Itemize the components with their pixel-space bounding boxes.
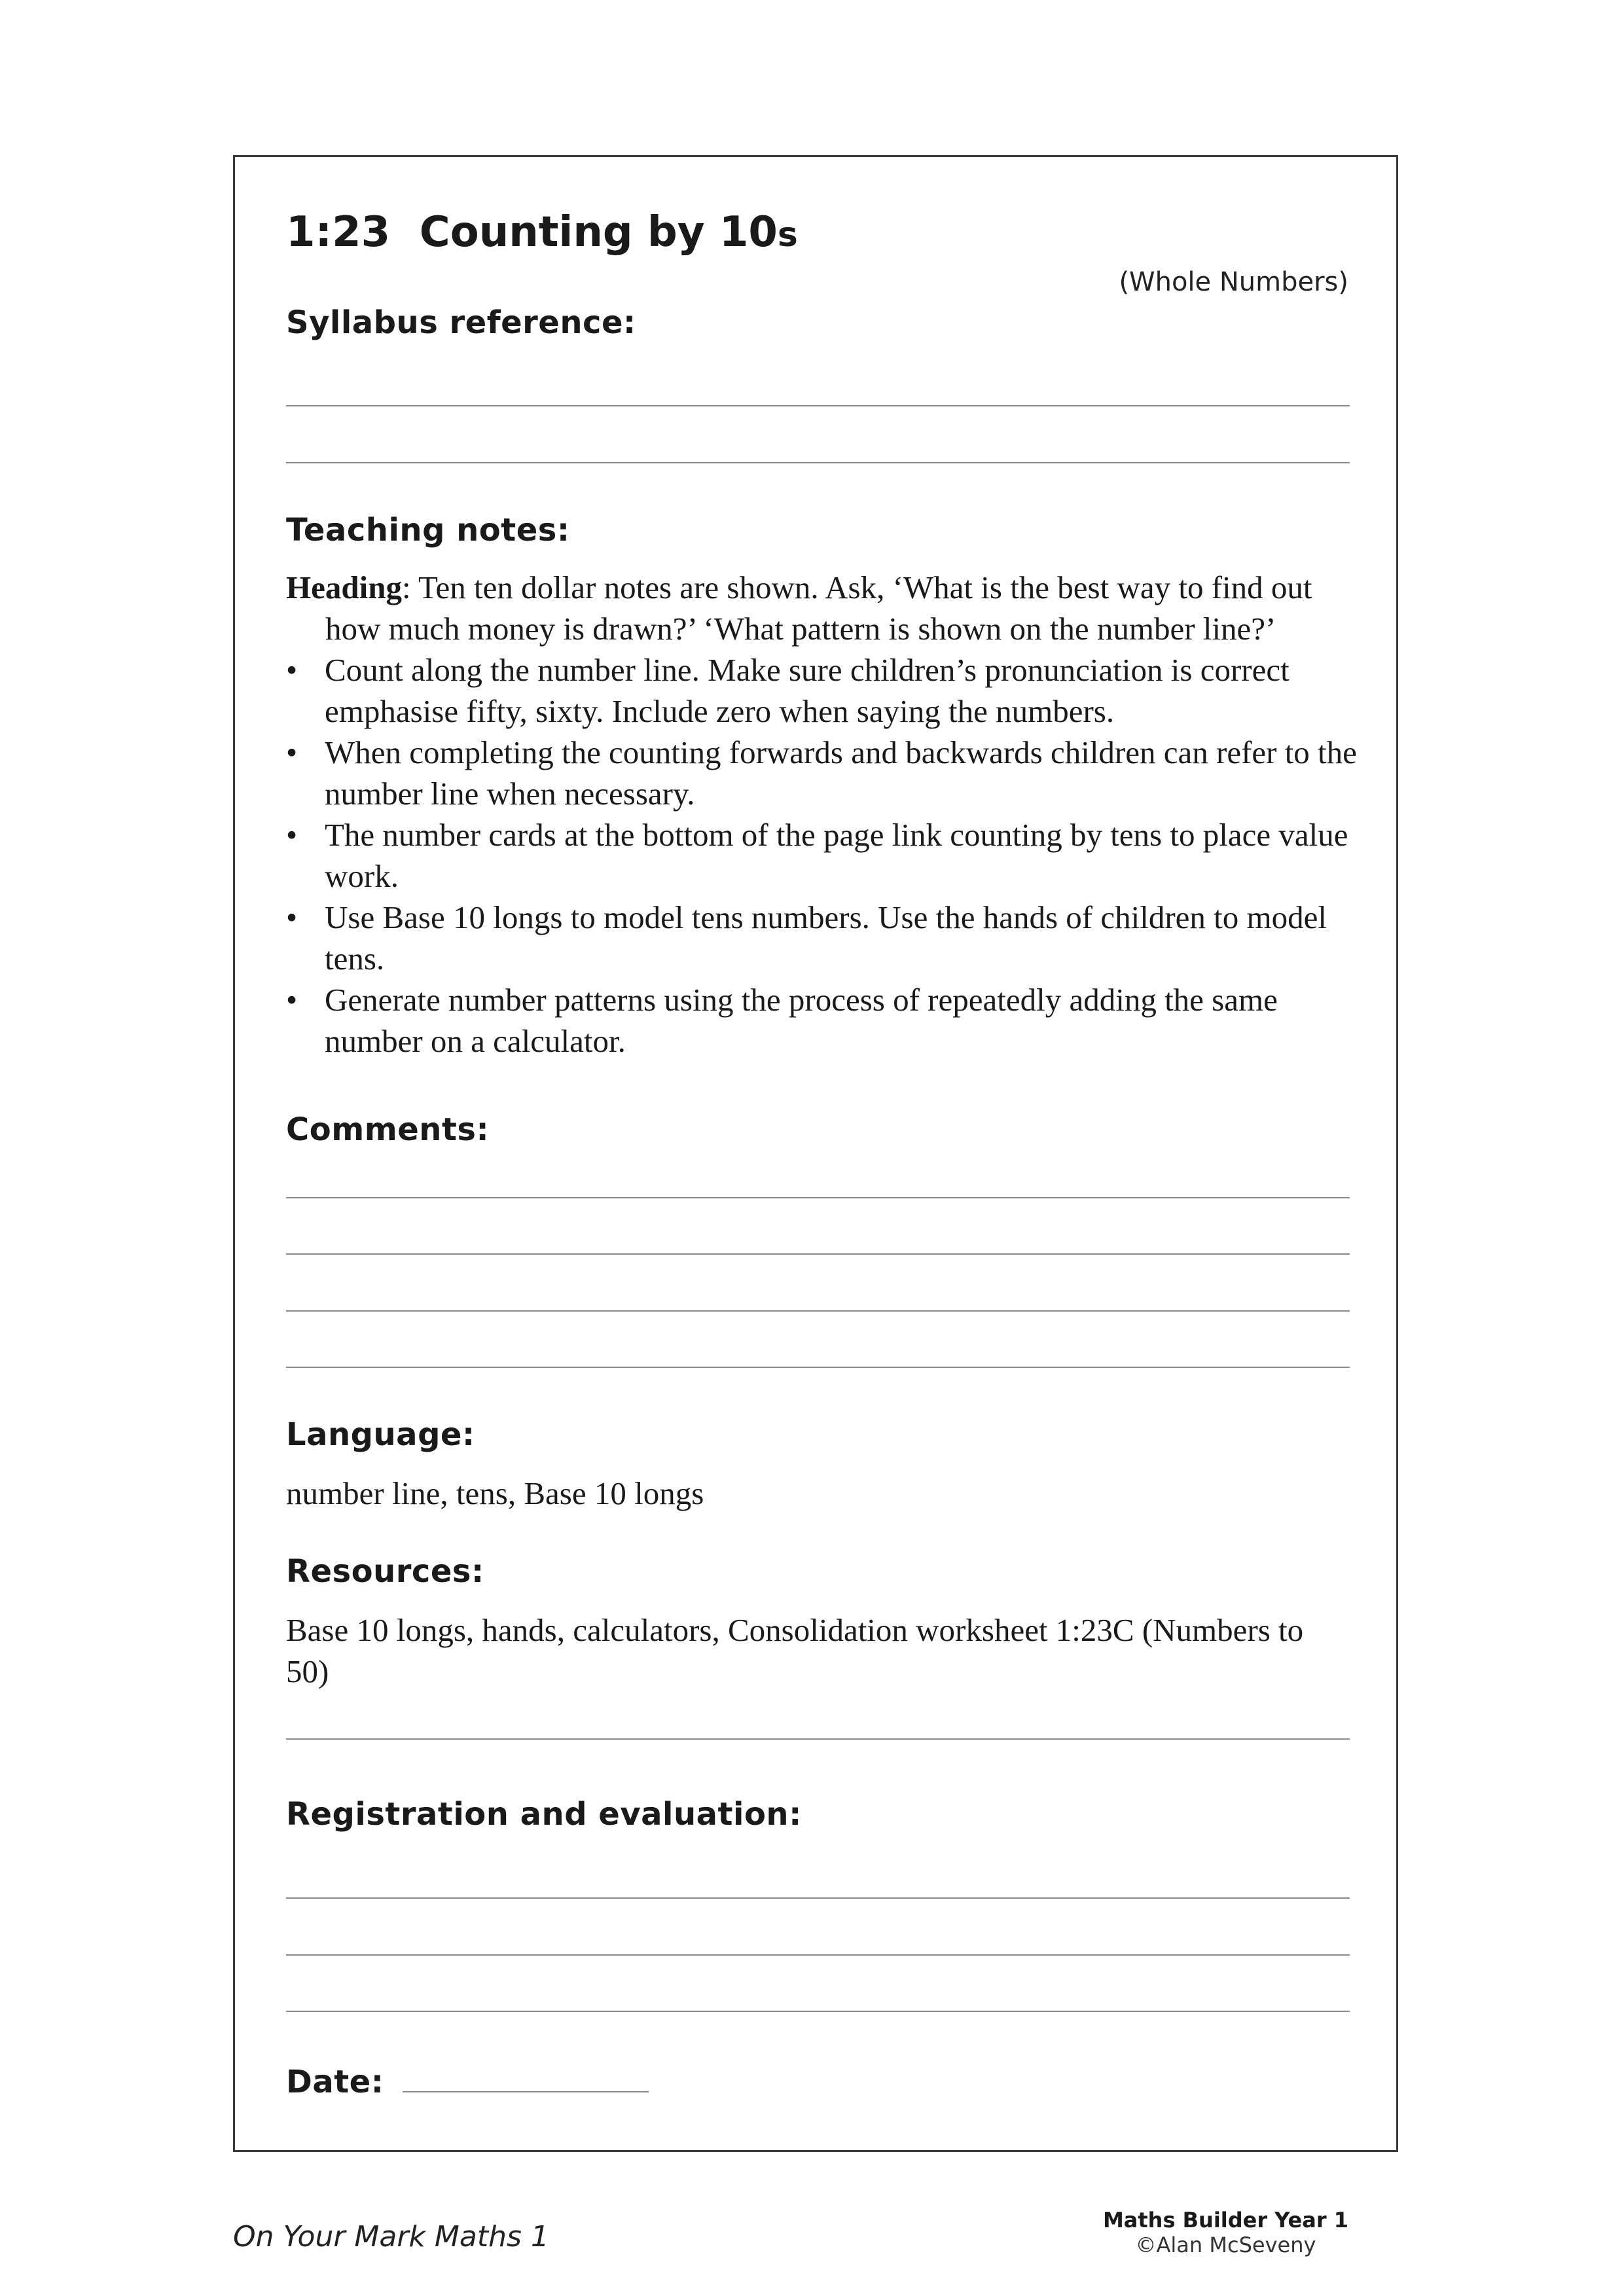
resources-text: Base 10 longs, hands, calculators, Consolidation worksheet 1:23C (Numbers to 50) xyxy=(286,1612,1304,1689)
comments-line xyxy=(286,1253,1350,1255)
lesson-title: Counting by 10 xyxy=(419,208,778,257)
lesson-title-suffix: s xyxy=(777,215,798,255)
list-item-text: Generate number patterns using the process of repeatedly adding the same number on a calculator. xyxy=(325,982,1278,1059)
strand-label: (Whole Numbers) xyxy=(1119,267,1348,297)
registration-line xyxy=(286,1954,1350,1956)
syllabus-line xyxy=(286,405,1350,406)
language-text: number line, tens, Base 10 longs xyxy=(286,1475,704,1511)
comments-line xyxy=(286,1367,1350,1368)
date-field-line xyxy=(403,2091,649,2092)
comments-line xyxy=(286,1197,1350,1198)
heading-note-label: Heading xyxy=(286,569,402,605)
syllabus-line xyxy=(286,462,1350,463)
list-item-text: Count along the number line. Make sure children’s pronunciation is correct emphasise fifty, sixty. Include zero when saying the numbers. xyxy=(325,652,1290,729)
registration-line xyxy=(286,2011,1350,2012)
footer-copyright: ©Alan McSeveny xyxy=(1135,2233,1316,2257)
language-heading: Language: xyxy=(286,1416,475,1453)
bullet-icon: • xyxy=(286,652,298,688)
comments-line xyxy=(286,1310,1350,1312)
page-title xyxy=(286,208,798,257)
list-item xyxy=(286,732,1360,814)
teaching-notes-heading: Teaching notes: xyxy=(286,512,570,548)
registration-line xyxy=(286,1897,1350,1899)
footer-series-title: On Your Mark Maths 1 xyxy=(233,2220,549,2253)
footer-credits xyxy=(1103,2208,1348,2257)
list-item-text: The number cards at the bottom of the page link counting by tens to place value work. xyxy=(325,817,1348,894)
list-item xyxy=(286,979,1360,1062)
comments-heading: Comments: xyxy=(286,1111,490,1148)
resources-line xyxy=(286,1738,1350,1740)
list-item-text: When completing the counting forwards and backwards children can refer to the number line when necessary. xyxy=(325,734,1357,812)
bullet-icon: • xyxy=(286,899,298,935)
lesson-number: 1:23 xyxy=(286,208,391,257)
resources-heading: Resources: xyxy=(286,1553,484,1590)
list-item xyxy=(286,814,1360,897)
list-item xyxy=(286,897,1360,979)
worksheet-frame xyxy=(233,155,1398,2152)
list-item xyxy=(286,649,1360,732)
bullet-icon: • xyxy=(286,734,298,770)
teaching-notes-body xyxy=(286,567,1360,1062)
heading-note xyxy=(286,567,1360,649)
date-label: Date: xyxy=(286,2064,384,2100)
bullet-icon: • xyxy=(286,982,298,1018)
registration-heading: Registration and evaluation: xyxy=(286,1796,802,1833)
heading-note-text: : Ten ten dollar notes are shown. Ask, ‘What is the best way to find out how much money is drawn?’ ‘What pattern is shown on the number line?’ xyxy=(325,569,1312,647)
footer-book-title: Maths Builder Year 1 xyxy=(1102,2208,1348,2233)
notes-list xyxy=(286,649,1360,1062)
list-item-text: Use Base 10 longs to model tens numbers. Use the hands of children to model tens. xyxy=(325,899,1327,977)
syllabus-heading: Syllabus reference: xyxy=(286,304,636,341)
bullet-icon: • xyxy=(286,817,298,853)
